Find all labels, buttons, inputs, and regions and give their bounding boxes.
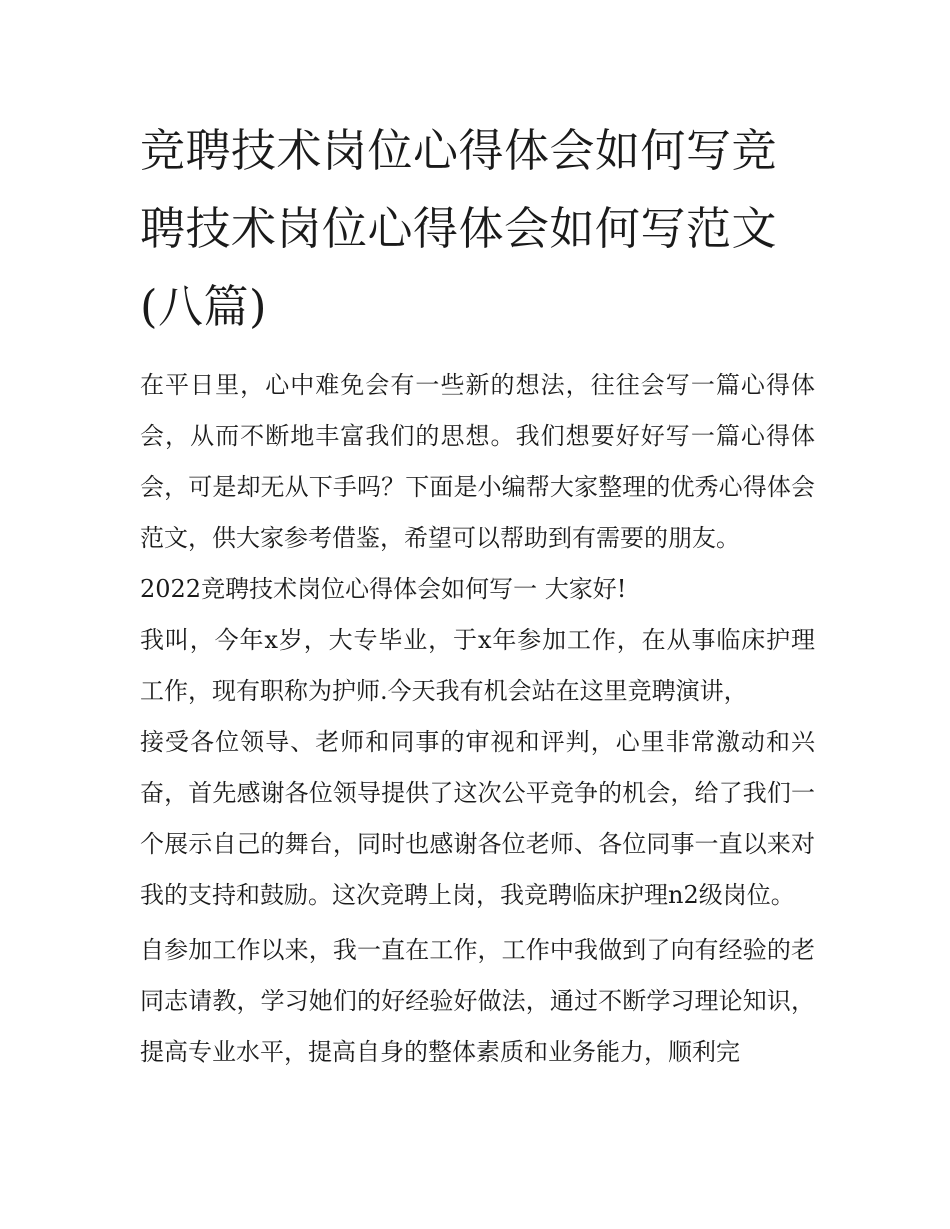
intro-paragraph: 在平日里，心中难免会有一些新的想法，往往会写一篇心得体会，从而不断地丰富我们的思想。我们想要好好写一篇心得体会，可是却无从下手吗？下面是小编帮大家整理的优秀心得体会范文，供大家参考借鉴，希望可以帮助到有需要的朋友。 <box>140 371 815 552</box>
gratitude-paragraph: 接受各位领导、老师和同事的审视和评判，心里非常激动和兴奋，首先感谢各位领导提供了这次公平竞争的机会，给了我们一个展示自己的舞台，同时也感谢各位老师、各位同事一直以来对我的支持和鼓励。这次竞聘上岗，我竞聘临床护理n2级岗位。 <box>140 728 815 909</box>
self-intro-paragraph: 我叫，今年x岁，大专毕业，于x年参加工作，在从事临床护理工作，现有职称为护师.今天我有机会站在这里竞聘演讲， <box>140 626 815 705</box>
document-title: 竞聘技术岗位心得体会如何写竞聘技术岗位心得体会如何写范文(八篇) <box>140 124 778 333</box>
document-page <box>140 112 815 1078</box>
section-heading-line: 2022竞聘技术岗位心得体会如何写一 大家好! <box>140 575 627 603</box>
work-experience-paragraph: 自参加工作以来，我一直在工作，工作中我做到了向有经验的老同志请教，学习她们的好经验好做法，通过不断学习理论知识，提高专业水平，提高自身的整体素质和业务能力，顺利完 <box>140 936 815 1066</box>
